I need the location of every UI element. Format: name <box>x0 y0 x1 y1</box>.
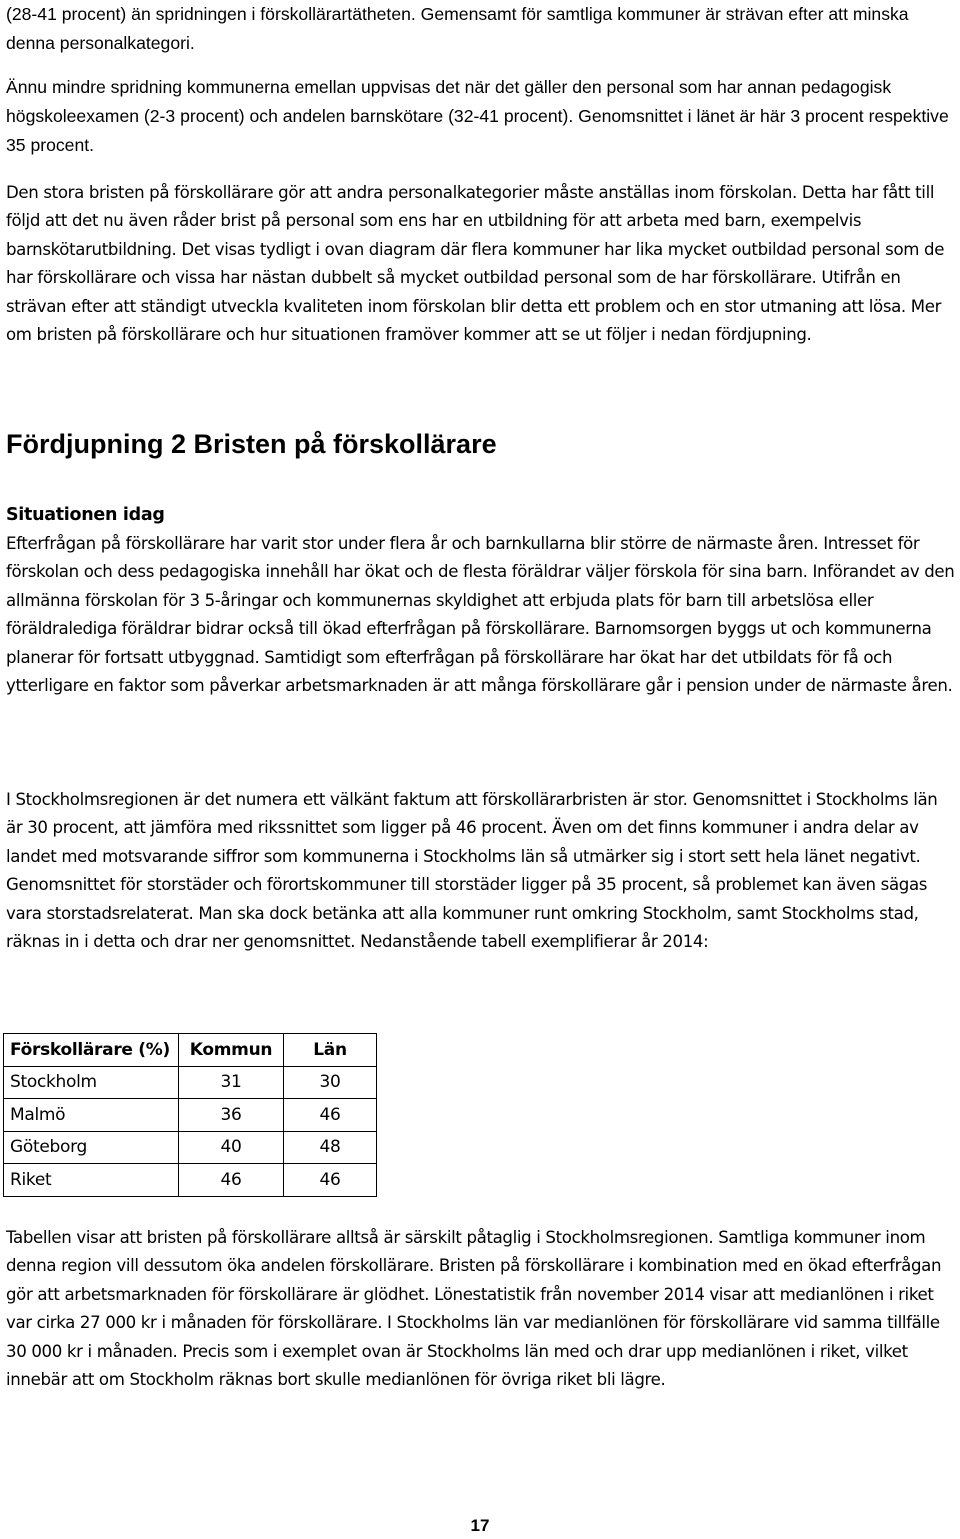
table-cell: 36 <box>179 1099 284 1132</box>
paragraph-intro: (28-41 procent) än spridningen i förskollärartätheten. Gemensamt för samtliga kommuner är strävan efter att minska denna personalkategori. <box>6 4 909 53</box>
paragraph-shortage: Den stora bristen på förskollärare gör att andra personalkategorier måste anställas inom förskolan. Detta har fått till följd att det nu även råder brist på personal som ens har en utbildning för att arbeta med barn, exempelvis barnskötarutbildning. Det visas tydligt i ovan diagram där flera kommuner har lika mycket outbildad personal som de har förskollärare och vissa har nästan dubbelt så mycket outbildad personal som de har förskollärare. Utifrån en strävan efter att ständigt utveckla kvaliteten inom förskolan blir detta ett problem och en stor utmaning att lösa. Mer om bristen på förskollärare och hur situationen framöver kommer att se ut följer i nedan fördjupning. <box>6 183 945 345</box>
page-number: 17 <box>470 1516 490 1535</box>
paragraph-salary: Tabellen visar att bristen på förskollärare alltså är särskilt påtaglig i Stockholmsregionen. Samtliga kommuner inom denna region vill dessutom öka andelen förskollärare. Bristen på förskollärare i kombination med en ökad efterfrågan gör att arbetsmarknaden för förskollärare är glödhet. Lönestatistik från november 2014 visar att medianlönen i riket var cirka 27 000 kr i månaden för förskollärare. I Stockholms län var medianlönen för förskollärare vid samma tillfälle 30 000 kr i månaden. Precis som i exemplet ovan är Stockholms län med och drar upp medianlönen i riket, vilket innebär att om Stockholm räknas bort skulle medianlönen för övriga riket bli lägre. <box>6 1228 942 1390</box>
table-cell: 48 <box>284 1131 377 1164</box>
table-cell: Göteborg <box>4 1131 179 1164</box>
table-cell: Stockholm <box>4 1066 179 1099</box>
paragraph-demand: Efterfrågan på förskollärare har varit stor under flera år och barnkullarna blir större de närmaste åren. Intresset för förskolan och dess pedagogiska innehåll har ökat och de flesta föräldrar väljer förskola för sina barn. Införandet av den allmänna förskolan för 3 5-åringar och kommunernas skyldighet att erbjuda plats för barn till arbetslösa eller föräldralediga föräldrar bidrar också till ökad efterfrågan på förskollärare. Barnomsorgen byggs ut och kommunerna planerar för fortsatt utbyggnad. Samtidigt som efterfrågan på förskollärare har ökat har det utbildats för få och ytterligare en faktor som påverkar arbetsmarknaden är att många förskollärare går i pension under de närmaste åren. <box>6 534 955 696</box>
table-cell: Riket <box>4 1164 179 1197</box>
table-header: Förskollärare (%) <box>4 1034 179 1067</box>
preschool-teacher-table <box>3 1033 377 1197</box>
paragraph-stockholm: I Stockholmsregionen är det numera ett välkänt faktum att förskollärarbristen är stor. Genomsnittet i Stockholms län är 30 procent, att jämföra med rikssnittet som ligger på 46 procent. Även om det finns kommuner i andra delar av landet med motsvarande siffror som kommunerna i Stockholms län så utmärker sig i stort sett hela länet negativt. Genomsnittet för storstäder och förortskommuner till storstäder ligger på 35 procent, så problemet kan även sägas vara storstadsrelaterat. Man ska dock betänka att alla kommuner runt omkring Stockholm, samt Stockholms stad, räknas in i detta och drar ner genomsnittet. Nedanstående tabell exemplifierar år 2014: <box>6 790 938 952</box>
table-row <box>4 1066 377 1099</box>
table-header: Län <box>284 1034 377 1067</box>
table-header-row <box>4 1034 377 1067</box>
table-row <box>4 1131 377 1164</box>
table-header: Kommun <box>179 1034 284 1067</box>
table-cell: 30 <box>284 1066 377 1099</box>
table-cell: Malmö <box>4 1099 179 1132</box>
table-cell: 40 <box>179 1131 284 1164</box>
table-row <box>4 1099 377 1132</box>
table-cell: 46 <box>179 1164 284 1197</box>
table-cell: 31 <box>179 1066 284 1099</box>
section-subheading: Situationen idag <box>6 505 165 525</box>
section-heading: Fördjupning 2 Bristen på förskollärare <box>6 429 497 459</box>
paragraph-spread: Ännu mindre spridning kommunerna emellan uppvisas det när det gäller den personal som har annan pedagogisk högskoleexamen (2-3 procent) och andelen barnskötare (32-41 procent). Genomsnittet i länet är här 3 procent respektive 35 procent. <box>6 77 949 155</box>
table-row <box>4 1164 377 1197</box>
table-cell: 46 <box>284 1164 377 1197</box>
table-cell: 46 <box>284 1099 377 1132</box>
